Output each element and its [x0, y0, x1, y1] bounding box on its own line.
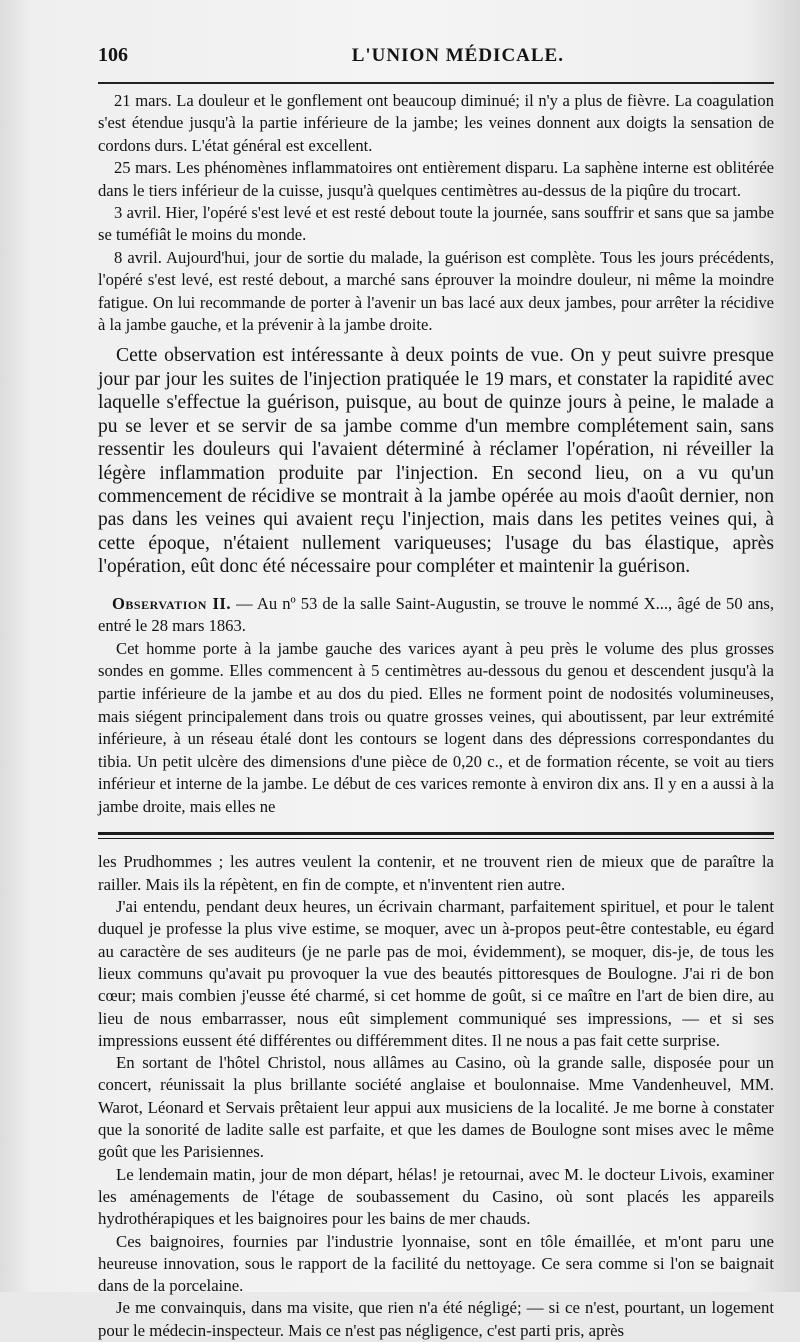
divider-thin-rule	[98, 838, 774, 839]
observation-title: Observation II.	[112, 593, 232, 613]
feuilleton	[98, 851, 774, 1342]
running-title: L'UNION MÉDICALE.	[351, 45, 564, 66]
feuilleton-paragraph: les Prudhommes ; les autres veulent la contenir, et ne trouvent rien de mieux que de paraître la railler. Mais ils la répètent, en fin de compte, et n'inventent rien autre.	[98, 852, 774, 894]
page-number: 106	[98, 44, 128, 66]
case-note-8-avril: 8 avril. Aujourd'hui, jour de sortie du malade, la guérison est complète. Tous les jours précédents, l'opéré s'est levé, est resté debout, a marché sans éprouver la moindre douleur, ni même la moindre fatigue. On lui recommande de porter à l'avenir un bas lacé aux deux jambes, pour arrêter la récidive à la jambe gauche, et la prévenir à la jambe droite.	[98, 247, 774, 335]
feuilleton-paragraph: Ces baignoires, fournies par l'industrie lyonnaise, sont en tôle émaillée, et m'ont paru une heureuse innovation, sous le rapport de la facilité du nettoyage. Ce sera comme si l'on se baignait dans de la porcelaine.	[98, 1231, 774, 1296]
feuilleton-paragraph: Je me convainquis, dans ma visite, que rien n'a été négligé; — si ce n'est, pourtant, un logement pour le médecin-inspecteur. Mais ce n'est pas négligence, c'est parti pris, après	[98, 1298, 774, 1340]
feuilleton-paragraph: Le lendemain matin, jour de mon départ, hélas! je retournai, avec M. le docteur Livois, examiner les aménagements de l'étage de soubassement du Casino, où sont placés les appareils hydrothérapiques et les baignoires pour les bains de mer chauds.	[98, 1164, 774, 1229]
case-notes	[98, 90, 774, 336]
observation-section	[98, 593, 774, 819]
header-rule	[98, 82, 774, 84]
page-header	[98, 0, 774, 72]
feuilleton-divider	[98, 832, 774, 839]
observation-body: Cet homme porte à la jambe gauche des varices ayant à peu près le volume des plus grosses sondes en gomme. Elles commencent à 5 centimètres au-dessous du genou et descendent jusqu'à la partie inférieure de la jambe et au dos du pied. Elles ne forment point de nodosités volumineuses, mais siégent principalement dans trois ou quatre grosses veines, qui aboutissent, par leur extrémité inférieure, à un réseau étalé dont les contours se logent dans des dépressions correspondantes du tibia. Un petit ulcère des dimensions d'une pièce de 0,20 c., et de formation récente, se voit au tiers inférieur et interne de la jambe. Le début de ces varices remonte à environ dix ans. Il y en a aussi à la jambe droite, mais elles ne	[98, 638, 774, 816]
commentary	[98, 344, 774, 578]
observation-intro-text: — Au nº 53 de la salle Saint-Augustin, se trouve le nommé X..., âgé de 50 ans, entré le 28 mars 1863.	[98, 593, 774, 636]
case-note-21-mars: 21 mars. La douleur et le gonflement ont beaucoup diminué; il n'y a plus de fièvre. La coagulation s'est étendue jusqu'à la partie inférieure de la jambe; les veines donnent aux doigts la sensation de cordons durs. L'état général est excellent.	[98, 91, 774, 155]
case-note-25-mars: 25 mars. Les phénomènes inflammatoires ont entièrement disparu. La saphène interne est oblitérée dans le tiers inférieur de la cuisse, jusqu'à quelques centimètres au-dessus de la piqûre du trocart.	[98, 158, 774, 200]
observation-intro	[98, 593, 774, 638]
commentary-paragraph: Cette observation est intéressante à deux points de vue. On y peut suivre presque jour par jour les suites de l'injection pratiquée le 19 mars, et constater la rapidité avec laquelle s'effectue la guérison, puisque, au bout de quinze jours à peine, le malade a pu se lever et se servir de sa jambe comme d'un membre complétement sain, sans ressentir les douleurs qui l'avaient déterminé à réclamer l'opération, ni réveiller la légère inflammation produite par l'injection. En second lieu, on a vu qu'un commencement de récidive se montrait à la jambe opérée au mois d'août dernier, non pas dans les veines qui avaient reçu l'injection, mais dans les petites veines qui, à cette époque, n'étaient nullement variqueuses; l'usage du bas élastique, après l'opération, eût donc été nécessaire pour compléter et maintenir la guérison.	[98, 345, 774, 578]
divider-thick-rule	[98, 832, 774, 835]
feuilleton-paragraph: J'ai entendu, pendant deux heures, un écrivain charmant, parfaitement spirituel, et pour le talent duquel je professe la plus vive estime, se moquer, avec un à-propos peut-être contestable, eu égard au caractère de ses auditeurs (je ne parle pas de moi, évidemment), se moquer, dis-je, de tous les lieux communs qu'avait pu provoquer la vue des beautés pittoresques de Boulogne. J'ai ri de bon cœur; mais combien j'eusse été charmé, si cet homme de goût, si ce maître en l'art de bien dire, au lieu de nous embarrasser, nous eût simplement communiqué ses impressions, — et si ses impressions eussent été différentes ou différemment dites. Il ne nous a pas fait cette surprise.	[98, 897, 774, 1050]
case-note-3-avril: 3 avril. Hier, l'opéré s'est levé et est resté debout toute la journée, sans souffrir et sans que sa jambe se tuméfiât le moins du monde.	[98, 203, 774, 245]
feuilleton-paragraph: En sortant de l'hôtel Christol, nous allâmes au Casino, où la grande salle, disposée pour un concert, réunissait la plus brillante société anglaise et boulonnaise. Mme Vandenheuvel, MM. Warot, Léonard et Servais prêtaient leur appui aux musiciens de la localité. Je me borne à constater que la sonorité de ladite salle est parfaite, et que les dames de Boulogne sont mises avec le même goût que les Parisiennes.	[98, 1053, 774, 1162]
